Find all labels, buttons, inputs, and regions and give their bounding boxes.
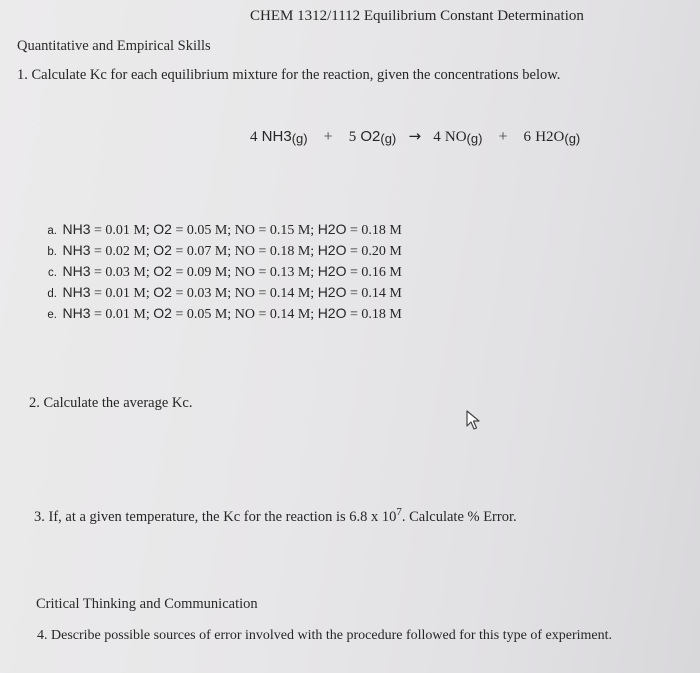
item-letter: d.	[47, 288, 57, 300]
value-h2o: 0.18 M	[361, 223, 402, 238]
equals: =	[346, 244, 362, 259]
value-h2o: 0.20 M	[361, 244, 402, 259]
equals: =	[346, 307, 362, 322]
question-3-tail: . Calculate % Error.	[401, 509, 517, 525]
label-h2o: H2O	[317, 263, 347, 279]
coefficient-o2: 5	[348, 129, 357, 145]
equals: =	[90, 286, 106, 301]
species-nh3: NH3	[261, 128, 292, 145]
value-o2: 0.03 M;	[186, 286, 232, 301]
equals: =	[254, 307, 270, 322]
value-o2: 0.05 M;	[186, 307, 232, 322]
reaction-arrow-icon: →	[408, 127, 422, 145]
value-o2: 0.05 M;	[186, 223, 232, 238]
label-nh3: NH3	[62, 263, 91, 279]
plus-sign: +	[498, 128, 508, 145]
equals: =	[90, 265, 106, 280]
equals: =	[171, 286, 187, 301]
label-h2o: H2O	[317, 284, 347, 300]
species-h2o: H2O	[535, 129, 565, 145]
coefficient-nh3: 4	[250, 129, 258, 145]
label-o2: O2	[153, 284, 172, 300]
label-nh3: NH3	[62, 284, 91, 300]
label-nh3: NH3	[62, 221, 91, 237]
value-nh3: 0.01 M;	[105, 307, 150, 322]
label-nh3: NH3	[62, 305, 91, 321]
state-no: (g)	[466, 131, 483, 146]
equals: =	[171, 244, 187, 259]
list-item	[42, 219, 402, 240]
equals: =	[171, 265, 187, 280]
equals: =	[171, 223, 187, 238]
item-letter: c.	[48, 267, 57, 279]
value-nh3: 0.01 M;	[105, 286, 150, 301]
exponent: 7	[396, 506, 402, 518]
page-title: CHEM 1312/1112 Equilibrium Constant Determination	[250, 8, 584, 24]
value-o2: 0.07 M;	[186, 244, 232, 259]
list-item	[42, 240, 402, 261]
value-nh3: 0.03 M;	[105, 265, 150, 280]
state-o2: (g)	[380, 131, 397, 146]
label-no: NO	[234, 244, 255, 259]
label-o2: O2	[153, 242, 172, 258]
label-h2o: H2O	[317, 221, 347, 237]
label-no: NO	[234, 265, 255, 280]
label-o2: O2	[153, 305, 172, 321]
value-no: 0.14 M;	[269, 286, 315, 301]
equals: =	[254, 286, 270, 301]
equals: =	[346, 265, 362, 280]
question-3-text: 3. If, at a given temperature, the Kc for the reaction is 6.8 x 10	[34, 509, 397, 525]
question-2: 2. Calculate the average Kc.	[29, 395, 193, 411]
plus-sign: +	[323, 128, 333, 145]
state-h2o: (g)	[564, 131, 581, 146]
label-o2: O2	[153, 221, 172, 237]
label-h2o: H2O	[317, 242, 347, 258]
list-item	[42, 261, 402, 282]
mouse-pointer-icon	[465, 409, 483, 431]
value-h2o: 0.14 M	[361, 286, 402, 301]
state-nh3: (g)	[291, 131, 308, 146]
question-1: 1. Calculate Kc for each equilibrium mixture for the reaction, given the concentrations below.	[17, 67, 561, 83]
coefficient-h2o: 6	[523, 129, 532, 145]
reaction-equation	[250, 127, 580, 146]
item-letter: b.	[47, 246, 57, 258]
equals: =	[90, 307, 106, 322]
value-no: 0.15 M;	[269, 223, 315, 238]
equals: =	[171, 307, 187, 322]
list-item	[42, 282, 402, 303]
value-o2: 0.09 M;	[186, 265, 232, 280]
question-4: 4. Describe possible sources of error involved with the procedure followed for this type of experiment.	[37, 628, 612, 643]
equals: =	[346, 223, 362, 238]
equals: =	[254, 223, 270, 238]
item-letter: e.	[47, 309, 57, 321]
label-no: NO	[234, 286, 255, 301]
value-h2o: 0.18 M	[361, 307, 402, 322]
mixture-list	[42, 219, 402, 324]
value-no: 0.14 M;	[269, 307, 315, 322]
section-heading-critical-thinking: Critical Thinking and Communication	[36, 596, 258, 612]
equals: =	[346, 286, 362, 301]
item-letter: a.	[47, 225, 57, 237]
species-o2: O2	[360, 128, 381, 145]
value-nh3: 0.01 M;	[105, 223, 150, 238]
section-heading-quantitative: Quantitative and Empirical Skills	[17, 38, 211, 54]
label-no: NO	[234, 307, 255, 322]
value-h2o: 0.16 M	[361, 265, 402, 280]
label-no: NO	[234, 223, 255, 238]
equals: =	[90, 244, 106, 259]
equals: =	[90, 223, 106, 238]
equals: =	[254, 265, 270, 280]
label-o2: O2	[153, 263, 172, 279]
equals: =	[254, 244, 270, 259]
value-no: 0.13 M;	[269, 265, 315, 280]
value-nh3: 0.02 M;	[105, 244, 150, 259]
label-nh3: NH3	[62, 242, 91, 258]
coefficient-no: 4	[433, 129, 441, 145]
species-no: NO	[444, 129, 467, 145]
question-3	[34, 506, 517, 526]
value-no: 0.18 M;	[269, 244, 315, 259]
list-item	[42, 303, 402, 324]
label-h2o: H2O	[317, 305, 347, 321]
